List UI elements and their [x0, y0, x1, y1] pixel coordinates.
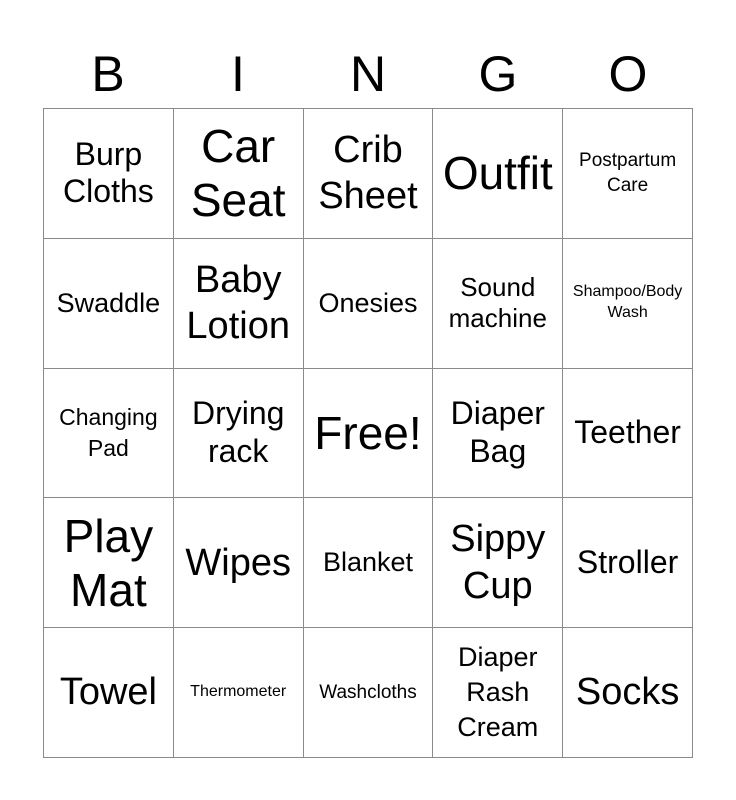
cell-label: Diaper Rash Cream	[457, 641, 539, 743]
header-letter-i: I	[231, 46, 245, 102]
cell-label: Changing Pad	[59, 403, 158, 461]
bingo-cell-baby-lotion[interactable]	[174, 239, 304, 369]
header-letter-n: N	[349, 46, 387, 102]
bingo-cell-free-space[interactable]	[304, 369, 434, 499]
bingo-cell-onesies[interactable]	[304, 239, 434, 369]
cell-label: Play Mat	[63, 509, 154, 616]
cell-label: Blanket	[322, 547, 414, 578]
cell-label: Stroller	[576, 543, 679, 580]
cell-label: Outfit	[442, 147, 553, 200]
cell-label: Drying rack	[191, 395, 285, 469]
cell-label: Shampoo/Body Wash	[572, 283, 683, 322]
bingo-cell-socks[interactable]	[563, 628, 693, 758]
cell-label: Thermometer	[190, 683, 287, 701]
bingo-cell-burp-cloths[interactable]	[44, 109, 174, 239]
cell-label: Sound machine	[448, 272, 547, 334]
cell-label: Towel	[59, 671, 157, 714]
cell-label: Baby Lotion	[186, 258, 290, 348]
bingo-cell-car-seat[interactable]	[174, 109, 304, 239]
cell-label: Car Seat	[190, 120, 286, 227]
bingo-cell-diaper-bag[interactable]	[433, 369, 563, 499]
bingo-cell-changing-pad[interactable]	[44, 369, 174, 499]
cell-label: Washcloths	[319, 681, 417, 703]
bingo-cell-stroller[interactable]	[563, 498, 693, 628]
bingo-cell-swaddle[interactable]	[44, 239, 174, 369]
cell-label: Wipes	[185, 541, 291, 584]
bingo-cell-outfit[interactable]	[433, 109, 563, 239]
bingo-cell-sound-machine[interactable]	[433, 239, 563, 369]
header-letter-g: G	[478, 46, 518, 102]
bingo-cell-postpartum-care[interactable]	[563, 109, 693, 239]
bingo-cell-drying-rack[interactable]	[174, 369, 304, 499]
bingo-cell-thermometer[interactable]	[174, 628, 304, 758]
bingo-cell-diaper-rash-cream[interactable]	[433, 628, 563, 758]
bingo-cell-washcloths[interactable]	[304, 628, 434, 758]
cell-label: Postpartum Care	[579, 149, 677, 197]
cell-label: Sippy Cup	[450, 518, 546, 607]
bingo-cell-crib-sheet[interactable]	[304, 109, 434, 239]
bingo-cell-wipes[interactable]	[174, 498, 304, 628]
cell-label: Crib Sheet	[318, 129, 418, 218]
cell-label: Swaddle	[56, 287, 161, 318]
bingo-card-grid	[43, 108, 693, 758]
cell-label: Burp Cloths	[63, 135, 154, 210]
bingo-cell-blanket[interactable]	[304, 498, 434, 628]
cell-label: Teether	[574, 414, 681, 451]
bingo-cell-towel[interactable]	[44, 628, 174, 758]
bingo-header	[43, 40, 693, 108]
bingo-cell-sippy-cup[interactable]	[433, 498, 563, 628]
bingo-cell-play-mat[interactable]	[44, 498, 174, 628]
cell-label: Onesies	[318, 287, 418, 318]
cell-label: Socks	[575, 671, 680, 714]
header-letter-o: O	[608, 46, 648, 102]
header-letter-b: B	[91, 46, 125, 102]
cell-label: Diaper Bag	[450, 395, 545, 469]
bingo-cell-teether[interactable]	[563, 369, 693, 499]
bingo-cell-shampoo-body-wash[interactable]	[563, 239, 693, 369]
cell-label: Free!	[314, 406, 422, 459]
